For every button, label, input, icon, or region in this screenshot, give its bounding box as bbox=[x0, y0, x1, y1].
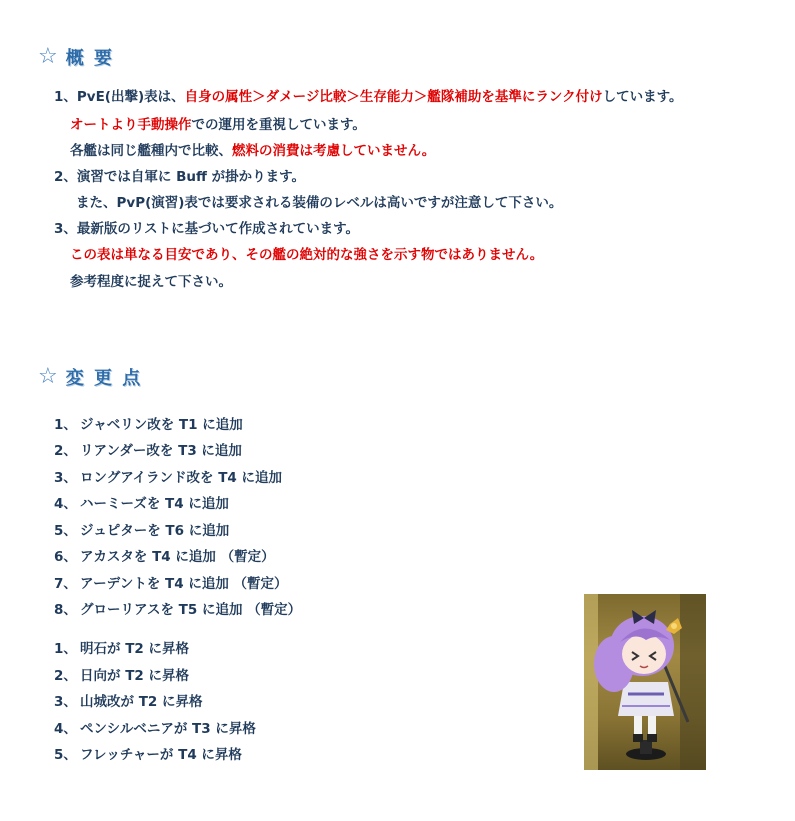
item-text: ロングアイランド改を T4 に追加 bbox=[80, 470, 283, 486]
item-text: グローリアスを T5 に追加 （暫定） bbox=[80, 602, 302, 618]
item-number: 3、 bbox=[54, 470, 77, 486]
overview-line-6: 3、最新版のリストに基づいて作成されています。 bbox=[54, 221, 360, 237]
list-item-promoted-5 bbox=[54, 746, 242, 764]
list-item-added-6 bbox=[54, 548, 275, 566]
list-item-promoted-3 bbox=[54, 693, 203, 711]
overview-line-8: 参考程度に捉えて下さい。 bbox=[70, 274, 232, 290]
item-number: 3、 bbox=[54, 694, 77, 710]
list-item-added-8 bbox=[54, 601, 301, 619]
item-number: 4、 bbox=[54, 496, 77, 512]
item-number: 7、 bbox=[54, 576, 77, 592]
list-item-promoted-1 bbox=[54, 640, 189, 658]
chibi-character-figure bbox=[584, 594, 706, 770]
line-highlight: 燃料の消費は考慮していません。 bbox=[232, 143, 436, 159]
item-number: 1、 bbox=[54, 417, 77, 433]
item-text: フレッチャーが T4 に昇格 bbox=[80, 747, 242, 763]
item-number: 2、 bbox=[54, 668, 77, 684]
item-text: 山城改が T2 に昇格 bbox=[80, 694, 203, 710]
item-text: アカスタを T4 に追加 （暫定） bbox=[80, 549, 275, 565]
line-text: での運用を重視しています。 bbox=[191, 117, 366, 133]
list-item-added-4 bbox=[54, 495, 229, 513]
item-text: 明石が T2 に昇格 bbox=[80, 641, 190, 657]
item-number: 5、 bbox=[54, 747, 77, 763]
overview-line-2 bbox=[70, 116, 366, 134]
star-icon: ☆ bbox=[38, 44, 58, 69]
line-text: 各艦は同じ艦種内で比較、 bbox=[70, 143, 232, 159]
line-highlight: 自身の属性＞ダメージ比較＞生存能力＞艦隊補助を基準にランク付け bbox=[184, 89, 603, 105]
list-item-added-7 bbox=[54, 575, 288, 593]
item-text: リアンダー改を T3 に追加 bbox=[80, 443, 242, 459]
changes-heading bbox=[38, 364, 142, 390]
item-text: アーデントを T4 に追加 （暫定） bbox=[80, 576, 288, 592]
list-item-added-1 bbox=[54, 416, 243, 434]
character-illustration bbox=[584, 594, 706, 770]
list-item-promoted-2 bbox=[54, 667, 189, 685]
item-number: 5、 bbox=[54, 523, 77, 539]
item-text: ジュピターを T6 に追加 bbox=[80, 523, 230, 539]
item-number: 8、 bbox=[54, 602, 77, 618]
list-item-added-3 bbox=[54, 469, 282, 487]
line-highlight: オートより手動操作 bbox=[70, 117, 192, 133]
changes-title: 変 更 点 bbox=[65, 368, 143, 389]
item-number: 4、 bbox=[54, 721, 77, 737]
overview-line-1 bbox=[54, 88, 683, 106]
item-number: 6、 bbox=[54, 549, 77, 565]
line-text: 1、PvE(出撃)表は、 bbox=[54, 89, 185, 105]
star-icon: ☆ bbox=[38, 364, 58, 389]
overview-title: 概 要 bbox=[65, 48, 115, 69]
list-item-added-5 bbox=[54, 522, 229, 540]
overview-line-3 bbox=[70, 142, 435, 160]
line-text: しています。 bbox=[602, 89, 683, 105]
overview-line-4: 2、演習では自軍に Buff が掛かります。 bbox=[54, 169, 306, 185]
item-text: ハーミーズを T4 に追加 bbox=[80, 496, 229, 512]
item-text: ジャベリン改を T1 に追加 bbox=[80, 417, 243, 433]
item-text: ペンシルベニアが T3 に昇格 bbox=[80, 721, 256, 737]
list-item-added-2 bbox=[54, 442, 242, 460]
overview-heading bbox=[38, 44, 114, 70]
overview-line-5: また、PvP(演習)表では要求される装備のレベルは高いですが注意して下さい。 bbox=[76, 195, 563, 211]
list-item-promoted-4 bbox=[54, 720, 256, 738]
item-text: 日向が T2 に昇格 bbox=[80, 668, 190, 684]
overview-line-7: この表は単なる目安であり、その艦の絶対的な強さを示す物ではありません。 bbox=[70, 247, 544, 263]
item-number: 2、 bbox=[54, 443, 77, 459]
item-number: 1、 bbox=[54, 641, 77, 657]
